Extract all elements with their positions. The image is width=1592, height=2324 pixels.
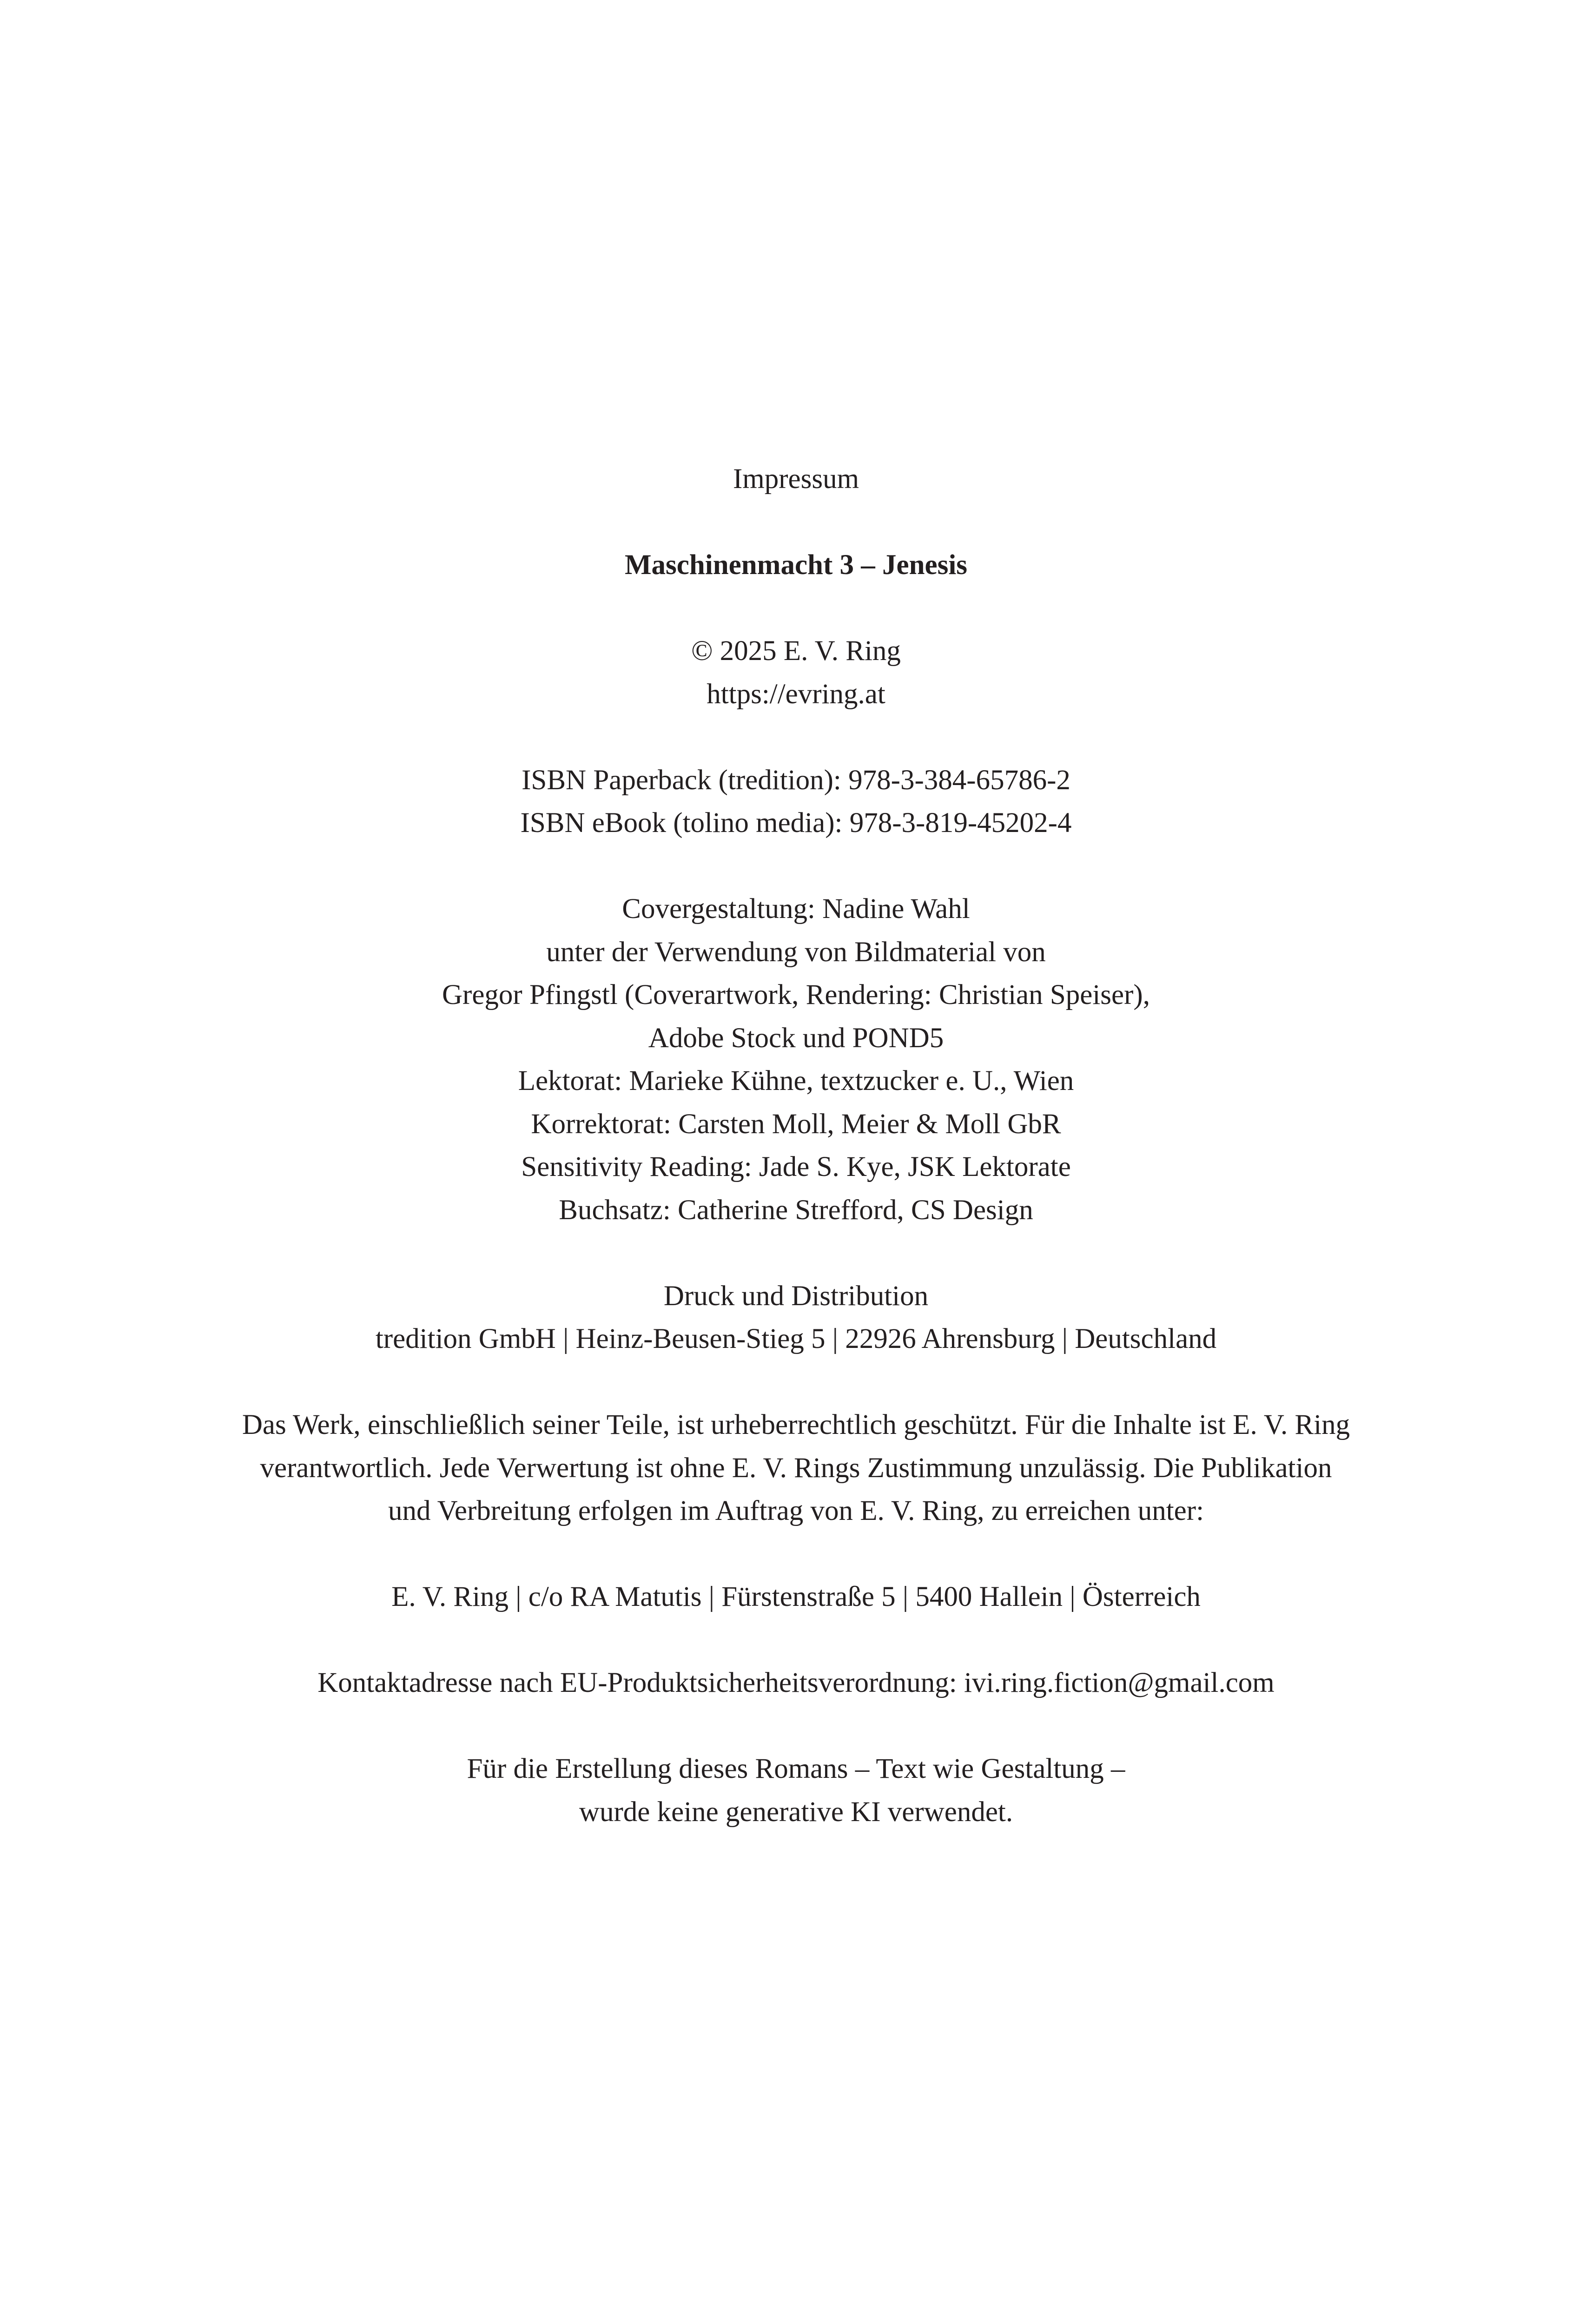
spacer: [195, 1232, 1397, 1275]
credit-sensitivity-reading: Sensitivity Reading: Jade S. Kye, JSK Lektorate: [521, 1151, 1071, 1182]
spacer: [195, 1361, 1397, 1404]
spacer: [195, 716, 1397, 759]
isbn-paperback: ISBN Paperback (tredition): 978-3-384-65786-2: [522, 764, 1070, 796]
spacer: [195, 845, 1397, 888]
spacer: [195, 587, 1397, 630]
credit-stock-sources: Adobe Stock und POND5: [648, 1022, 944, 1054]
credit-typesetting: Buchsatz: Catherine Strefford, CS Design: [559, 1194, 1033, 1226]
imprint-heading: Impressum: [733, 463, 859, 495]
rights-notice-line-3: und Verbreitung erfolgen im Auftrag von E. V. Ring, zu erreichen unter:: [388, 1495, 1204, 1526]
credit-image-material: unter der Verwendung von Bildmaterial von: [546, 936, 1046, 968]
author-address: E. V. Ring | c/o RA Matutis | Fürstenstraße 5 | 5400 Hallein | Österreich: [391, 1581, 1201, 1612]
imprint-content: [195, 458, 1397, 1834]
spacer: [195, 1619, 1397, 1662]
distribution-heading: Druck und Distribution: [663, 1280, 929, 1312]
ai-notice-line-2: wurde keine generative KI verwendet.: [579, 1796, 1013, 1828]
contact-address: Kontaktadresse nach EU-Produktsicherheitsverordnung: ivi.ring.fiction@gmail.com: [317, 1667, 1275, 1698]
credit-editing: Lektorat: Marieke Kühne, textzucker e. U., Wien: [518, 1065, 1074, 1096]
ai-notice-line-1: Für die Erstellung dieses Romans – Text wie Gestaltung –: [467, 1753, 1125, 1784]
spacer: [195, 1705, 1397, 1748]
rights-notice-line-2: verantwortlich. Jede Verwertung ist ohne E. V. Rings Zustimmung unzulässig. Die Publikation: [260, 1452, 1332, 1484]
credit-cover-artwork: Gregor Pfingstl (Coverartwork, Rendering: Christian Speiser),: [442, 979, 1150, 1010]
spacer: [195, 501, 1397, 544]
isbn-ebook: ISBN eBook (tolino media): 978-3-819-45202-4: [520, 807, 1072, 838]
copyright-line: © 2025 E. V. Ring: [691, 635, 901, 667]
distribution-address: tredition GmbH | Heinz-Beusen-Stieg 5 | 22926 Ahrensburg | Deutschland: [375, 1323, 1217, 1354]
credit-cover-design: Covergestaltung: Nadine Wahl: [622, 893, 970, 924]
website-link[interactable]: https://evring.at: [707, 678, 885, 710]
spacer: [195, 1533, 1397, 1576]
book-title: Maschinenmacht 3 – Jenesis: [624, 549, 968, 581]
credit-proofreading: Korrektorat: Carsten Moll, Meier & Moll GbR: [531, 1108, 1061, 1140]
rights-notice-line-1: Das Werk, einschließlich seiner Teile, ist urheberrechtlich geschützt. Für die Inhalte ist E. V. Ring: [242, 1409, 1350, 1440]
